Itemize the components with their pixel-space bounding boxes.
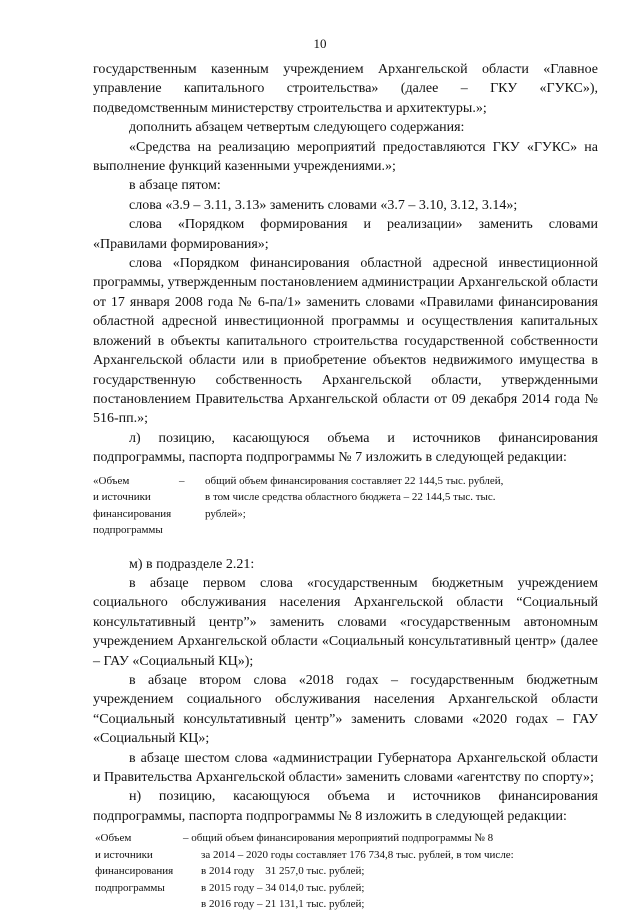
- table-value: [183, 830, 598, 913]
- paragraph: м) в подразделе 2.21:: [129, 556, 255, 572]
- funding-table-subprogram-8: [95, 830, 598, 913]
- paragraph: л) позицию, касающуюся объема и источников финансирования подпрограммы, паспорта подпрограммы № 7 изложить в следующей редакции:: [93, 430, 598, 466]
- paragraph: слова «Порядком формирования и реализации» заменить словами «Правилами формирования»;: [93, 217, 598, 252]
- table-line: в 2016 году – 21 131,1 тыс. рублей;: [201, 898, 365, 911]
- table-line: – общий объем финансирования мероприятий подпрограммы № 8: [183, 832, 494, 845]
- paragraph: в абзаце шестом слова «администрации Губернатора Архангельской области и Правительства Архангельской области» заменить словами «агентству по спорту»;: [93, 750, 598, 785]
- table-dash: –: [179, 474, 185, 487]
- paragraph: слова «Порядком финансирования областной адресной инвестиционной программы, утвержденным постановлением администрации Архангельской области от 17 января 2008 года № 6-па/1» заменить словами «Правилами финансирования областной адресной инвестиционной программы и осуществления капитальных вложений в объекты капитального строительства государственной собственности Архангельской области или в приобретение объектов недвижимого имущества в государственную собственность Архангельской области, утвержденными постановлением Правительства Архангельской области от 09 декабря 2014 года № 516-пп.»;: [93, 256, 598, 427]
- table-line: в 2014 году 31 257,0 тыс. рублей;: [201, 865, 365, 878]
- paragraph: в абзаце первом слова «государственным бюджетным учреждением социального обслуживания населения Архангельской области “Социальный консультативный центр”» заменить словами «государственным автономным учреждением Архангельской области «Социальный консультативный центр» (далее – ГАУ «Социальный КЦ»);: [93, 575, 598, 669]
- table-line: за 2014 – 2020 годы составляет 176 734,8 тыс. рублей, в том числе:: [201, 848, 514, 861]
- table-value: общий объем финансирования составляет 22 144,5 тыс. рублей, в том числе средства областного бюджета – 22 144,5 тыс. тыс. рублей»;: [205, 474, 504, 520]
- paragraph: слова «3.9 – 3.11, 3.13» заменить словами «3.7 – 3.10, 3.12, 3.14»;: [129, 197, 518, 213]
- paragraph: н) позицию, касающуюся объема и источников финансирования подпрограммы, паспорта подпрограммы № 8 изложить в следующей редакции:: [93, 789, 598, 824]
- funding-table-subprogram-7: [93, 473, 598, 539]
- table-label: «Объем и источники финансирования подпрограммы: [93, 474, 172, 537]
- table-label: «Объем и источники финансирования подпрограммы: [95, 832, 174, 894]
- paragraph: в абзаце втором слова «2018 годах – государственным бюджетным учреждением социального обслуживания населения Архангельской области “Социальный консультативный центр”» заменить словами «2020 годах – ГАУ «Социальный КЦ»;: [93, 672, 598, 747]
- paragraph: «Средства на реализацию мероприятий предоставляются ГКУ «ГУКС» на выполнение функций казенными учреждениями.»;: [93, 139, 598, 175]
- page-number: 10: [313, 36, 327, 51]
- paragraph: в абзаце пятом:: [129, 178, 221, 194]
- paragraph: дополнить абзацем четвертым следующего содержания:: [129, 120, 465, 136]
- document-body: [93, 60, 598, 913]
- paragraph: государственным казенным учреждением Архангельской области «Главное управление капитального строительства» (далее – ГКУ «ГУКС»), подведомственным министерству строительства и архитектуры.»;: [93, 62, 598, 116]
- table-line: в 2015 году – 34 014,0 тыс. рублей;: [201, 881, 365, 894]
